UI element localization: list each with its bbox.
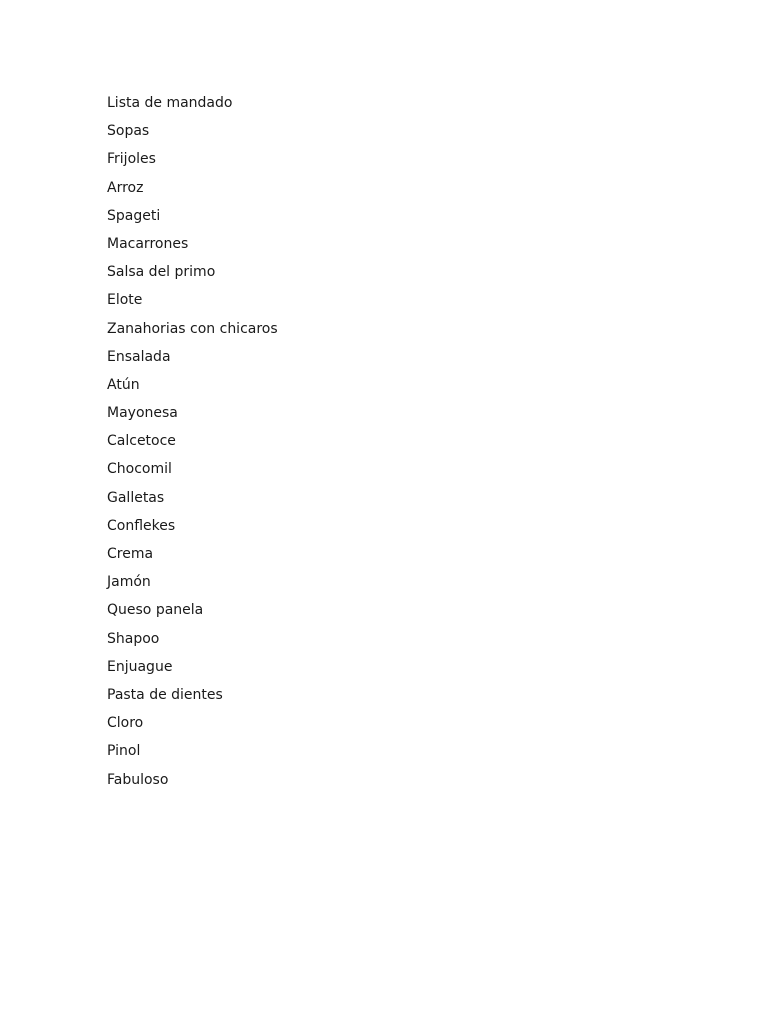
list-item: Calcetoce [107, 433, 176, 450]
list-item: Mayonesa [107, 405, 178, 422]
list-item: Chocomil [107, 461, 172, 478]
list-item: Zanahorias con chicaros [107, 320, 278, 337]
list-item: Arroz [107, 179, 144, 196]
list-item: Queso panela [107, 602, 204, 619]
list-item: Elote [107, 292, 143, 309]
list-item: Salsa del primo [107, 264, 216, 281]
list-item: Jamón [107, 574, 151, 591]
list-item: Galletas [107, 489, 165, 506]
list-item: Shapoo [107, 630, 160, 647]
list-item: Frijoles [107, 151, 156, 168]
list-item: Crema [107, 546, 154, 562]
list-item: Pasta de dientes [107, 686, 223, 703]
document-body [107, 89, 278, 794]
list-item: Macarrones [107, 235, 189, 252]
list-item: Fabuloso [107, 771, 169, 788]
list-item: Cloro [107, 715, 144, 732]
list-item: Sopas [107, 123, 150, 140]
document-title: Lista de mandado [107, 95, 233, 111]
list-item: Conflekes [107, 517, 176, 534]
list-item: Atún [107, 376, 140, 393]
list-item: Spageti [107, 207, 161, 224]
list-item: Pinol [107, 743, 141, 760]
list-item: Ensalada [107, 348, 171, 365]
list-item: Enjuague [107, 658, 173, 675]
